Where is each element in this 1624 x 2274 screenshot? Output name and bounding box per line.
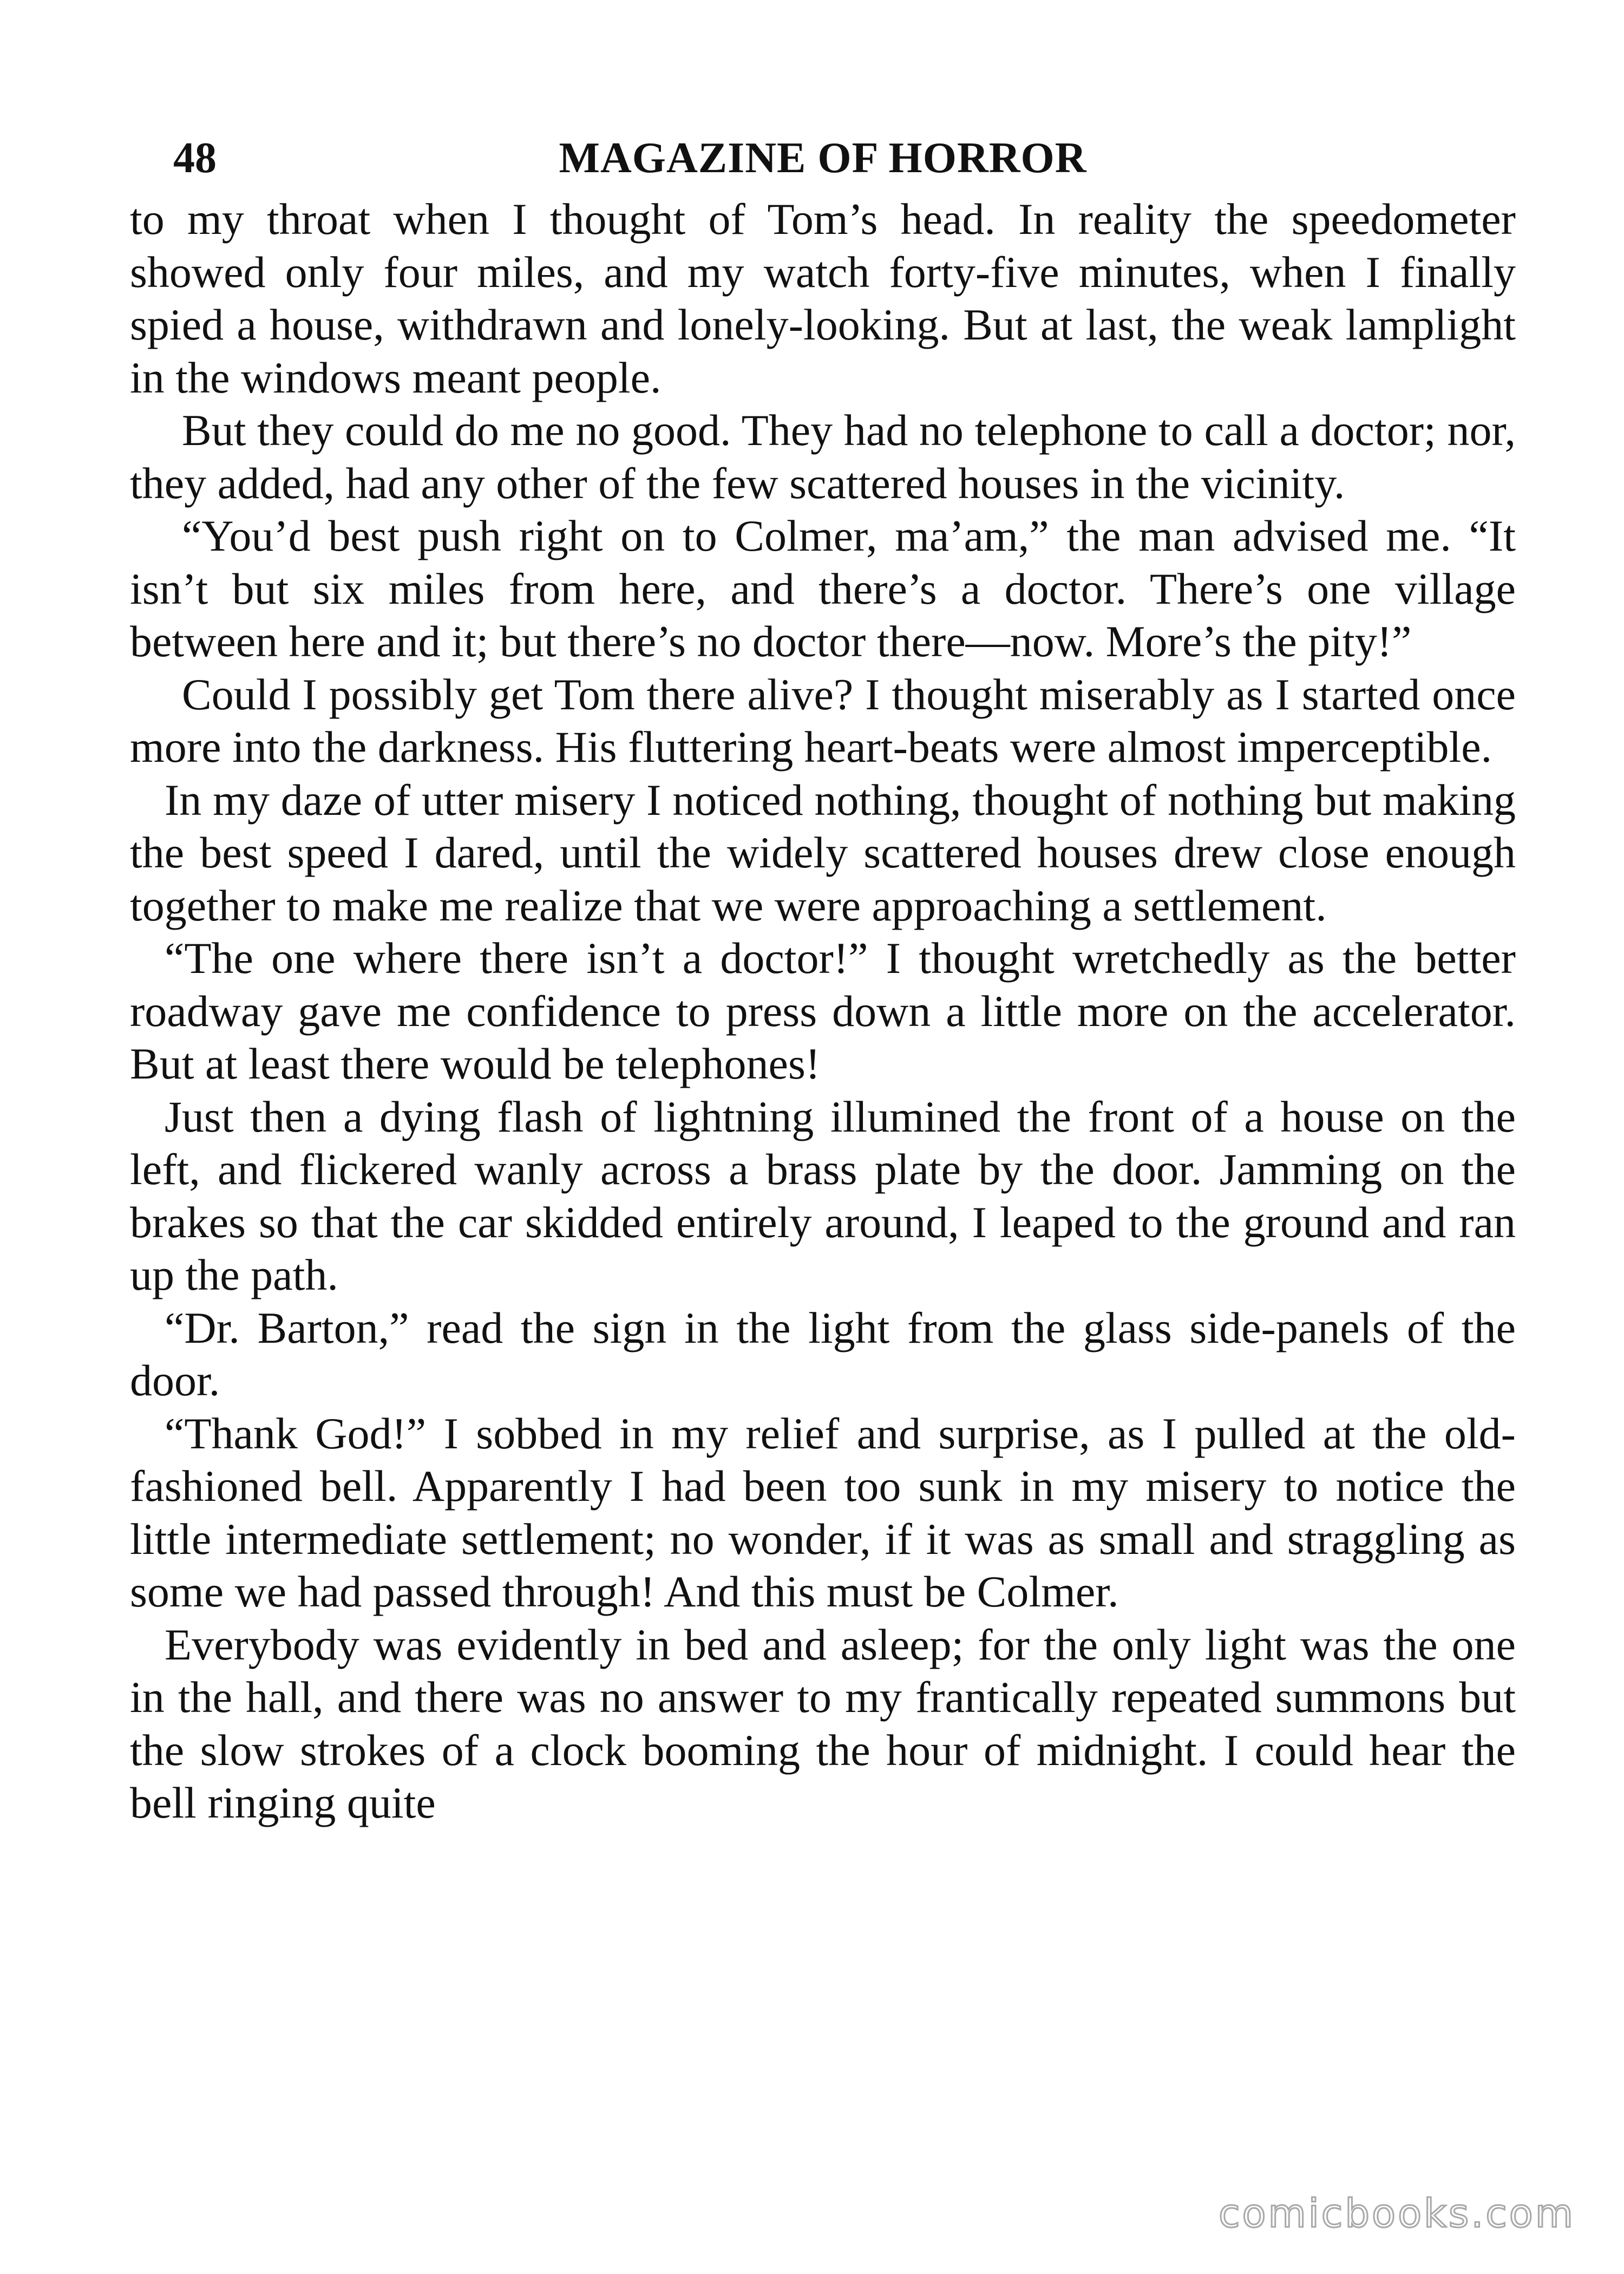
paragraph-8: “Dr. Barton,” read the sign in the light from the glass side-panels of the door. bbox=[130, 1303, 1516, 1405]
book-page bbox=[130, 126, 1516, 1829]
paragraph-6: “The one where there isn’t a doctor!” I thought wretchedly as the better roadway gave me confidence to press down a little more on the accelerator. But at least there would be telephones! bbox=[130, 933, 1516, 1088]
paragraph-10: Everybody was evidently in bed and asleep; for the only light was the one in the hall, and there was no answer to my frantically repeated summons but the slow strokes of a clock booming the hour of midnight. I could hear the bell ringing quite bbox=[130, 1619, 1516, 1827]
story-text bbox=[130, 193, 1516, 1829]
page-number: 48 bbox=[173, 134, 217, 182]
running-head bbox=[130, 126, 1516, 191]
paragraph-5: In my daze of utter misery I noticed nothing, thought of nothing but making the best speed I dared, until the widely scattered houses drew close enough together to make me realize that we were approaching a settlement. bbox=[130, 775, 1516, 930]
paragraph-9: “Thank God!” I sobbed in my relief and surprise, as I pulled at the old-fashioned bell. Apparently I had been too sunk in my misery to notice the little intermediate settlement; no wonder, if it was as small and straggling as some we had passed through! And this must be Colmer. bbox=[130, 1408, 1516, 1616]
watermark: comicbooks.com bbox=[1218, 2191, 1575, 2236]
paragraph-4: Could I possibly get Tom there alive? I thought miserably as I started once more into the darkness. His fluttering heart-beats were almost imperceptible. bbox=[130, 669, 1516, 772]
magazine-title: MAGAZINE OF HORROR bbox=[559, 134, 1087, 182]
paragraph-3: “You’d best push right on to Colmer, ma’am,” the man advised me. “It isn’t but six miles from here, and there’s a doctor. There’s one village between here and it; but there’s no doctor there—now. More’s the pity!” bbox=[130, 511, 1516, 666]
paragraph-2: But they could do me no good. They had no telephone to call a doctor; nor, they added, had any other of the few scattered houses in the vicinity. bbox=[130, 406, 1516, 508]
paragraph-7: Just then a dying flash of lightning illumined the front of a house on the left, and flickered wanly across a brass plate by the door. Jamming on the brakes so that the car skidded entirely around, I leaped to the ground and ran up the path. bbox=[130, 1092, 1516, 1299]
paragraph-1: to my throat when I thought of Tom’s head. In reality the speedometer showed only four miles, and my watch forty-five minutes, when I finally spied a house, withdrawn and lonely-looking. But at last, the weak lamplight in the windows meant people. bbox=[130, 194, 1516, 402]
